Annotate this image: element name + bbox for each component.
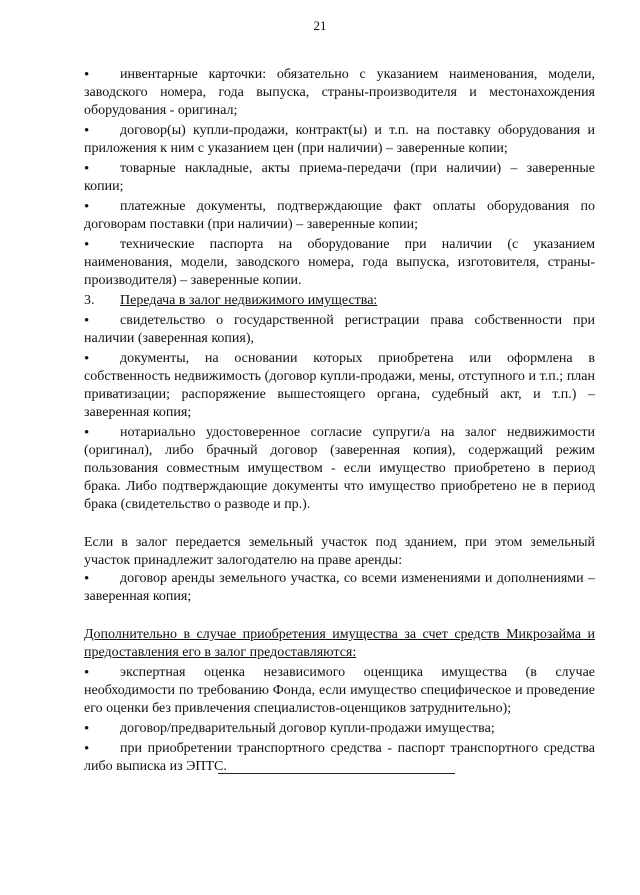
footer-rule [218,773,455,774]
list-item: • свидетельство о государственной регистрации права собственности при наличии (заверенная копия), [84,313,595,346]
land-paragraph: Если в залог передается земельный участок под зданием, при этом земельный участок принадлежит залогодателю на праве аренды: [84,535,595,568]
list-item: • договор аренды земельного участка, со всеми изменениями и дополнениями – заверенная копия; [84,571,595,604]
real-estate-documents-list [84,312,595,514]
list-item: • технические паспорта на оборудование при наличии (с указанием наименования, модели, заводского номера, года выпуска, изготовителя, страны-производителя) – заверенные копии. [84,237,595,288]
bullet-icon: • [84,161,90,177]
additional-documents-list [84,664,595,776]
additional-heading: Дополнительно в случае приобретения имущества за счет средств Микрозайма и предоставления его в залог предоставляются: [84,627,595,660]
page-number: 21 [313,18,327,33]
list-item: • документы, на основании которых приобретена или оформлена в собственность недвижимость (договор купли-продажи, мены, отступного и т.п.; план приватизации; распоряжение вышестоящего органа, судебный акт, и т.п.) – заверенная копия; [84,351,595,420]
bullet-icon: • [84,351,90,367]
bullet-icon: • [84,237,90,253]
bullet-icon: • [84,741,90,757]
section-title: Передача в залог недвижимого имущества: [120,293,378,308]
bullet-icon: • [84,199,90,215]
list-item: • договор/предварительный договор купли-продажи имущества; [84,721,495,737]
section-heading [84,292,595,310]
section-number: 3. [84,293,95,308]
bullet-icon: • [84,665,90,681]
bullet-icon: • [84,67,90,83]
list-item: • нотариально удостоверенное согласие супруги/а на залог недвижимости (оригинал), либо брачный договор (заверенная копия), содержащий режим пользования совместным имуществом - если имущество приобретено в период брака. Либо подтверждающие документы что имущество приобретено не в период брака (свидетельство о разводе и пр.). [84,425,595,512]
list-item: • платежные документы, подтверждающие факт оплаты оборудования по договорам поставки (при наличии) – заверенные копии; [84,199,595,232]
list-item: • товарные накладные, акты приема-передачи (при наличии) – заверенные копии; [84,161,595,194]
list-item: • при приобретении транспортного средства - паспорт транспортного средства либо выписка из ЭПТС. [84,741,595,774]
bullet-icon: • [84,571,90,587]
document-body [84,66,595,778]
list-item: • экспертная оценка независимого оценщика имущества (в случае необходимости по требованию Фонда, если имущество специфическое и проведение его оценки без привлечения специалистов-оценщиков затруднительно); [84,665,595,716]
spacer [84,516,595,534]
equipment-documents-list [84,66,595,290]
list-item: • инвентарные карточки: обязательно с указанием наименования, модели, заводского номера, года выпуска, страны-производителя и местонахождения оборудования - оригинал; [84,67,595,118]
bullet-icon: • [84,123,90,139]
list-item: • договор(ы) купли-продажи, контракт(ы) и т.п. на поставку оборудования и приложения к ним с указанием цен (при наличии) – заверенные копии; [84,123,595,156]
spacer [84,608,595,626]
bullet-icon: • [84,425,90,441]
bullet-icon: • [84,313,90,329]
bullet-icon: • [84,721,90,737]
land-documents-list [84,570,595,606]
